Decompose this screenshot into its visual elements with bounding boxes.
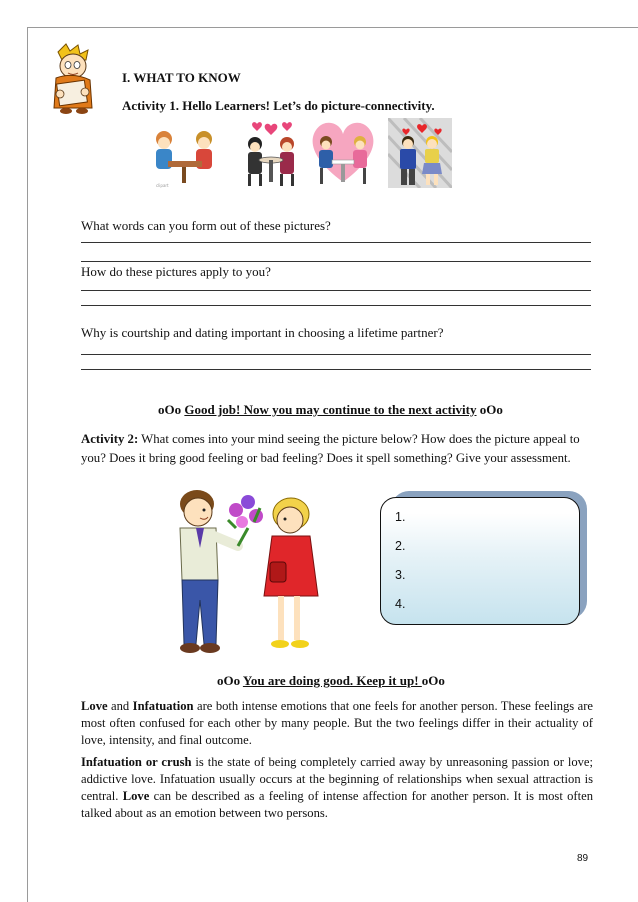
couple-holding-hands-icon [388, 118, 452, 188]
term-love: Love [81, 699, 108, 713]
term-love: Love [122, 789, 150, 803]
paragraph-text: are both intense emotions that one feels for another person. These feelings are most often confused for each other by many people. But the two feelings differ in their actuality of love, intensity, and final outcome. [81, 699, 594, 747]
answer-item[interactable]: 2. [395, 539, 406, 553]
page-frame-top [27, 27, 638, 28]
answer-line[interactable] [81, 242, 591, 243]
couple-dining-icon [150, 125, 220, 189]
paragraph-definitions [81, 754, 593, 822]
answer-line[interactable] [81, 369, 591, 370]
reading-boy-icon [38, 42, 104, 116]
answer-item[interactable]: 4. [395, 597, 406, 611]
section-heading: I. WHAT TO KNOW [122, 70, 241, 85]
encouragement-link: Good job! Now you may continue to the next activity [184, 402, 477, 417]
answer-line[interactable] [81, 354, 591, 355]
answer-line[interactable] [81, 290, 591, 291]
paragraph-text: can be described as a feeling of intense affection for another person. It is most often talked about as an emotion between two persons. [81, 789, 593, 820]
paragraph-text: and [107, 699, 133, 713]
encouragement-2 [217, 673, 445, 689]
encouragement-link: You are doing good. Keep it up! [242, 673, 422, 688]
answer-line[interactable] [81, 261, 591, 262]
term-infatuation-crush: Infatuation or crush [81, 755, 192, 769]
activity2-text: What comes into your mind seeing the picture below? How does the picture appeal to you? Does it bring good feeling or bad feeling? Does it spell something? Give your assessment. [81, 432, 580, 465]
question-3: Why is courtship and dating important in choosing a lifetime partner? [81, 325, 444, 340]
svg-text:clipart: clipart [156, 183, 169, 188]
encouragement-prefix: oOo [217, 673, 243, 688]
answer-box[interactable] [380, 497, 580, 625]
page-frame-left [27, 27, 28, 902]
question-2: How do these pictures apply to you? [81, 264, 271, 279]
encouragement-suffix: oOo [476, 402, 503, 417]
paragraph-love-infatuation [81, 698, 593, 749]
paragraph-text: is the state of being completely carried away by unreasoning passion or love; addictive love. Infatuation usually occurs at the beginning of relationships when sexual attraction is central. [81, 755, 593, 803]
encouragement-suffix: oOo [421, 673, 445, 688]
activity2-instructions [81, 430, 593, 468]
couple-table-hearts-icon [243, 120, 299, 190]
couple-heart-background-icon [308, 116, 378, 188]
term-infatuation: Infatuation [132, 699, 194, 713]
question-1: What words can you form out of these pictures? [81, 218, 331, 233]
encouragement-prefix: oOo [158, 402, 185, 417]
answer-item[interactable]: 3. [395, 568, 406, 582]
encouragement-1 [158, 402, 503, 418]
answer-line[interactable] [81, 305, 591, 306]
answer-item[interactable]: 1. [395, 510, 406, 524]
activity2-label: Activity 2: [81, 432, 139, 446]
activity1-title: Activity 1. Hello Learners! Let’s do picture-connectivity. [122, 98, 435, 113]
page-number: 89 [577, 853, 589, 864]
boy-giving-flowers-icon [160, 488, 320, 660]
